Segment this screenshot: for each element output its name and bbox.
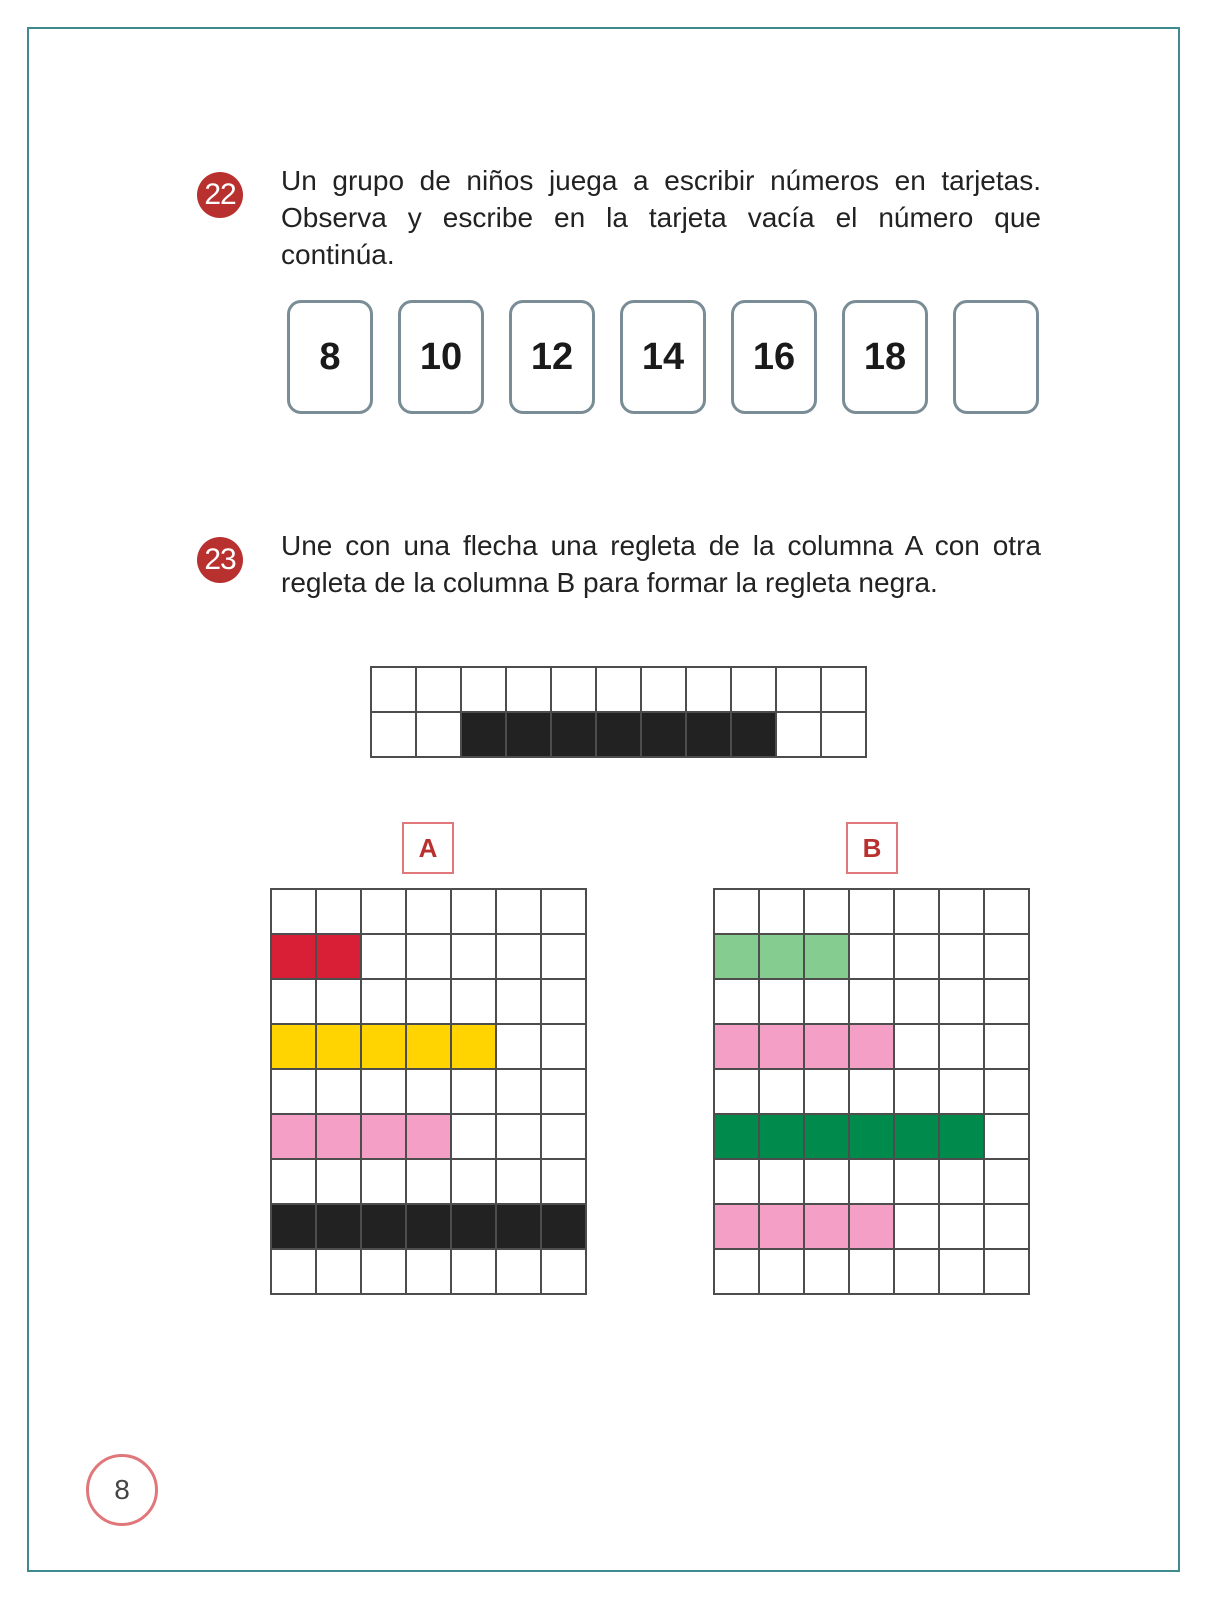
grid-cell	[450, 978, 497, 1025]
rod-cell[interactable]	[360, 1113, 407, 1160]
grid-cell	[405, 933, 452, 980]
rod-cell[interactable]	[803, 1023, 850, 1070]
rod-cell[interactable]	[270, 1203, 317, 1250]
grid-cell	[938, 1203, 985, 1250]
rod-cell[interactable]	[713, 1203, 760, 1250]
grid-cell	[983, 1113, 1030, 1160]
grid-cell	[983, 1158, 1030, 1205]
rod-cell[interactable]	[540, 1203, 587, 1250]
grid-cell	[450, 888, 497, 935]
grid-cell	[820, 711, 867, 758]
grid-cell	[405, 1068, 452, 1115]
rod-cell[interactable]	[550, 711, 597, 758]
rod-cell[interactable]	[270, 1023, 317, 1070]
grid-cell	[983, 1248, 1030, 1295]
grid-cell	[938, 1248, 985, 1295]
column-b-label: B	[846, 822, 898, 874]
rod-cell[interactable]	[495, 1203, 542, 1250]
rod-cell[interactable]	[758, 1113, 805, 1160]
rod-cell[interactable]	[640, 711, 687, 758]
page-number: 8	[86, 1454, 158, 1526]
grid-cell	[495, 933, 542, 980]
grid-cell	[405, 1248, 452, 1295]
grid-cell	[495, 1113, 542, 1160]
rod-cell[interactable]	[713, 1023, 760, 1070]
grid-cell	[893, 933, 940, 980]
grid-cell	[758, 1068, 805, 1115]
grid-cell	[685, 666, 732, 713]
grid-cell	[938, 1158, 985, 1205]
grid-cell	[820, 666, 867, 713]
grid-cell	[540, 978, 587, 1025]
number-card: 18	[842, 300, 928, 414]
grid-cell	[315, 1068, 362, 1115]
grid-cell	[270, 1068, 317, 1115]
rod-cell[interactable]	[405, 1203, 452, 1250]
grid-cell	[450, 1248, 497, 1295]
rod-cell[interactable]	[893, 1113, 940, 1160]
grid-cell	[270, 888, 317, 935]
grid-cell	[713, 1158, 760, 1205]
rod-cell[interactable]	[315, 1203, 362, 1250]
rod-cell[interactable]	[595, 711, 642, 758]
rod-cell[interactable]	[803, 933, 850, 980]
grid-cell	[893, 978, 940, 1025]
question-22-text: Un grupo de niños juega a escribir números en tarjetas. Observa y escribe en la tarjeta vacía el número que continúa.	[281, 165, 1041, 270]
grid-cell	[848, 1068, 895, 1115]
grid-cell	[848, 978, 895, 1025]
rod-cell[interactable]	[758, 1023, 805, 1070]
grid-cell	[405, 978, 452, 1025]
grid-cell	[315, 1248, 362, 1295]
grid-cell	[495, 1023, 542, 1070]
rod-cell[interactable]	[685, 711, 732, 758]
grid-cell	[775, 711, 822, 758]
grid-cell	[893, 1023, 940, 1070]
rod-cell[interactable]	[758, 933, 805, 980]
grid-cell	[983, 933, 1030, 980]
grid-cell	[713, 888, 760, 935]
empty-answer-card[interactable]	[953, 300, 1039, 414]
rod-cell[interactable]	[848, 1113, 895, 1160]
rod-cell[interactable]	[460, 711, 507, 758]
grid-cell	[848, 1248, 895, 1295]
grid-cell	[270, 1248, 317, 1295]
rod-cell[interactable]	[450, 1023, 497, 1070]
grid-cell	[540, 1023, 587, 1070]
rod-cell[interactable]	[405, 1023, 452, 1070]
grid-cell	[450, 1158, 497, 1205]
column-b-grid	[713, 888, 1030, 1295]
rod-cell[interactable]	[848, 1023, 895, 1070]
grid-cell	[315, 978, 362, 1025]
grid-cell	[758, 888, 805, 935]
question-23-badge: 23	[197, 537, 243, 583]
grid-cell	[550, 666, 597, 713]
grid-cell	[893, 1248, 940, 1295]
grid-cell	[595, 666, 642, 713]
grid-cell	[495, 1158, 542, 1205]
grid-cell	[450, 1068, 497, 1115]
grid-cell	[540, 1113, 587, 1160]
grid-cell	[730, 666, 777, 713]
grid-cell	[803, 1248, 850, 1295]
grid-cell	[983, 1023, 1030, 1070]
grid-cell	[270, 978, 317, 1025]
grid-cell	[360, 933, 407, 980]
rod-cell[interactable]	[315, 1113, 362, 1160]
grid-cell	[370, 711, 417, 758]
grid-cell	[848, 1158, 895, 1205]
grid-cell	[405, 888, 452, 935]
grid-cell	[360, 888, 407, 935]
column-a-grid	[270, 888, 587, 1295]
grid-cell	[540, 1068, 587, 1115]
grid-cell	[803, 888, 850, 935]
grid-cell	[360, 1068, 407, 1115]
rod-cell[interactable]	[803, 1113, 850, 1160]
rod-cell[interactable]	[848, 1203, 895, 1250]
grid-cell	[893, 1068, 940, 1115]
grid-cell	[495, 1248, 542, 1295]
grid-cell	[758, 1248, 805, 1295]
grid-cell	[983, 1068, 1030, 1115]
grid-cell	[983, 978, 1030, 1025]
grid-cell	[803, 1068, 850, 1115]
grid-cell	[270, 1158, 317, 1205]
target-rod-grid	[370, 666, 867, 758]
rod-cell[interactable]	[360, 1023, 407, 1070]
grid-cell	[893, 888, 940, 935]
grid-cell	[983, 888, 1030, 935]
rod-cell[interactable]	[758, 1203, 805, 1250]
grid-cell	[460, 666, 507, 713]
column-a-label: A	[402, 822, 454, 874]
rod-cell[interactable]	[315, 1023, 362, 1070]
grid-cell	[848, 888, 895, 935]
question-22-badge: 22	[197, 172, 243, 218]
question-23-text: Une con una flecha una regleta de la columna A con otra regleta de la columna B para formar la regleta negra.	[281, 530, 1041, 598]
grid-cell	[415, 711, 462, 758]
rod-cell[interactable]	[360, 1203, 407, 1250]
grid-cell	[405, 1158, 452, 1205]
number-card: 14	[620, 300, 706, 414]
grid-cell	[415, 666, 462, 713]
grid-cell	[370, 666, 417, 713]
rod-cell[interactable]	[713, 1113, 760, 1160]
grid-cell	[505, 666, 552, 713]
rod-cell[interactable]	[938, 1113, 985, 1160]
grid-cell	[848, 933, 895, 980]
grid-cell	[775, 666, 822, 713]
grid-cell	[803, 978, 850, 1025]
rod-cell[interactable]	[405, 1113, 452, 1160]
grid-cell	[983, 1203, 1030, 1250]
grid-cell	[315, 1158, 362, 1205]
grid-cell	[713, 1248, 760, 1295]
number-card: 16	[731, 300, 817, 414]
grid-cell	[360, 1248, 407, 1295]
number-card: 8	[287, 300, 373, 414]
grid-cell	[713, 978, 760, 1025]
grid-cell	[938, 1023, 985, 1070]
grid-cell	[713, 1068, 760, 1115]
grid-cell	[938, 933, 985, 980]
grid-cell	[360, 978, 407, 1025]
grid-cell	[540, 1248, 587, 1295]
grid-cell	[938, 978, 985, 1025]
rod-cell[interactable]	[505, 711, 552, 758]
grid-cell	[450, 933, 497, 980]
rod-cell[interactable]	[450, 1203, 497, 1250]
rod-cell[interactable]	[730, 711, 777, 758]
grid-cell	[495, 888, 542, 935]
grid-cell	[540, 1158, 587, 1205]
rod-cell[interactable]	[270, 1113, 317, 1160]
grid-cell	[893, 1158, 940, 1205]
grid-cell	[938, 888, 985, 935]
grid-cell	[938, 1068, 985, 1115]
number-card: 10	[398, 300, 484, 414]
grid-cell	[640, 666, 687, 713]
grid-cell	[540, 933, 587, 980]
grid-cell	[540, 888, 587, 935]
rod-cell[interactable]	[315, 933, 362, 980]
rod-cell[interactable]	[713, 933, 760, 980]
grid-cell	[893, 1203, 940, 1250]
grid-cell	[758, 978, 805, 1025]
grid-cell	[803, 1158, 850, 1205]
grid-cell	[495, 978, 542, 1025]
grid-cell	[360, 1158, 407, 1205]
rod-cell[interactable]	[803, 1203, 850, 1250]
number-card: 12	[509, 300, 595, 414]
rod-cell[interactable]	[270, 933, 317, 980]
grid-cell	[495, 1068, 542, 1115]
grid-cell	[450, 1113, 497, 1160]
grid-cell	[315, 888, 362, 935]
grid-cell	[758, 1158, 805, 1205]
